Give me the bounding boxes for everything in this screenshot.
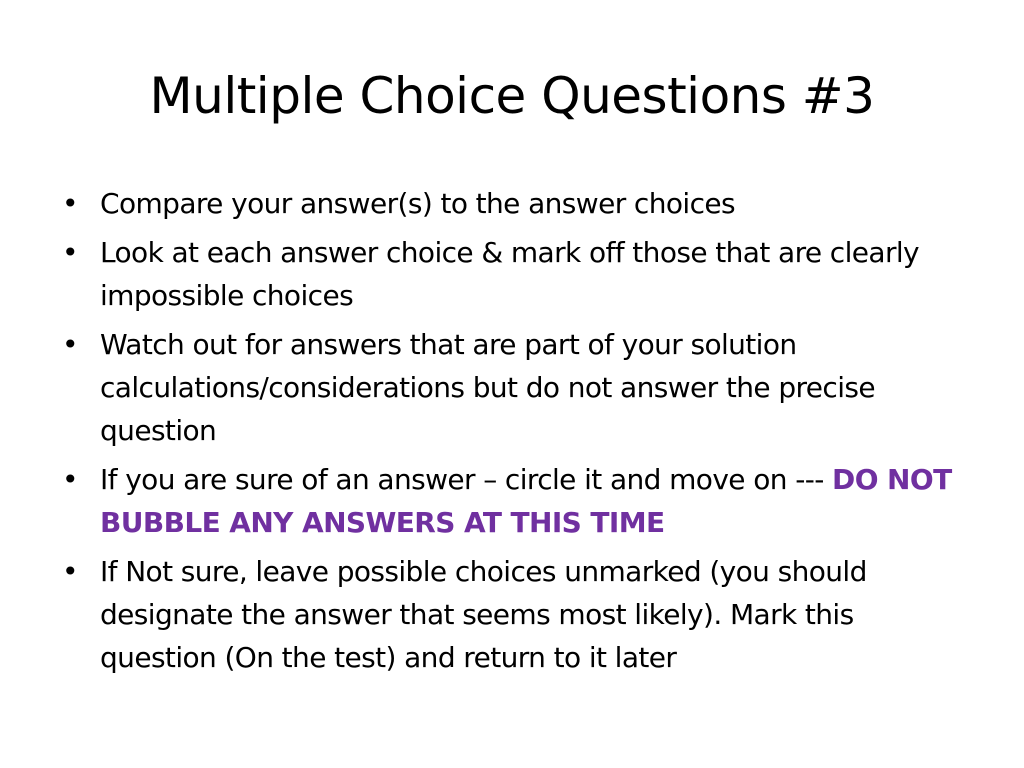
bullet-icon: • (62, 236, 78, 269)
bullet-list (62, 182, 962, 685)
bullet-text: Look at each answer choice & mark off those that are clearly impossible choices (100, 236, 920, 312)
bullet-item-circle (62, 458, 962, 544)
bullet-item-compare (62, 182, 962, 225)
bullet-item-watch-out (62, 323, 962, 452)
slide-title: Multiple Choice Questions #3 (149, 67, 875, 125)
bullet-icon: • (62, 328, 78, 361)
bullet-icon: • (62, 187, 78, 220)
bullet-text: Watch out for answers that are part of your solution calculations/considerations but do not answer the precise question (100, 328, 876, 447)
emphasis-warning: DO NOT BUBBLE ANY ANSWERS AT THIS TIME (100, 463, 952, 539)
bullet-item-not-sure (62, 550, 962, 679)
bullet-item-mark-off (62, 231, 962, 317)
bullet-text: If you are sure of an answer – circle it and move on --- (100, 463, 824, 496)
bullet-icon: • (62, 555, 78, 588)
bullet-icon: • (62, 463, 78, 496)
bullet-text: If Not sure, leave possible choices unmarked (you should designate the answer that seems most likely). Mark this question (On the test) and return to it later (100, 555, 867, 674)
bullet-text: Compare your answer(s) to the answer choices (100, 187, 735, 220)
